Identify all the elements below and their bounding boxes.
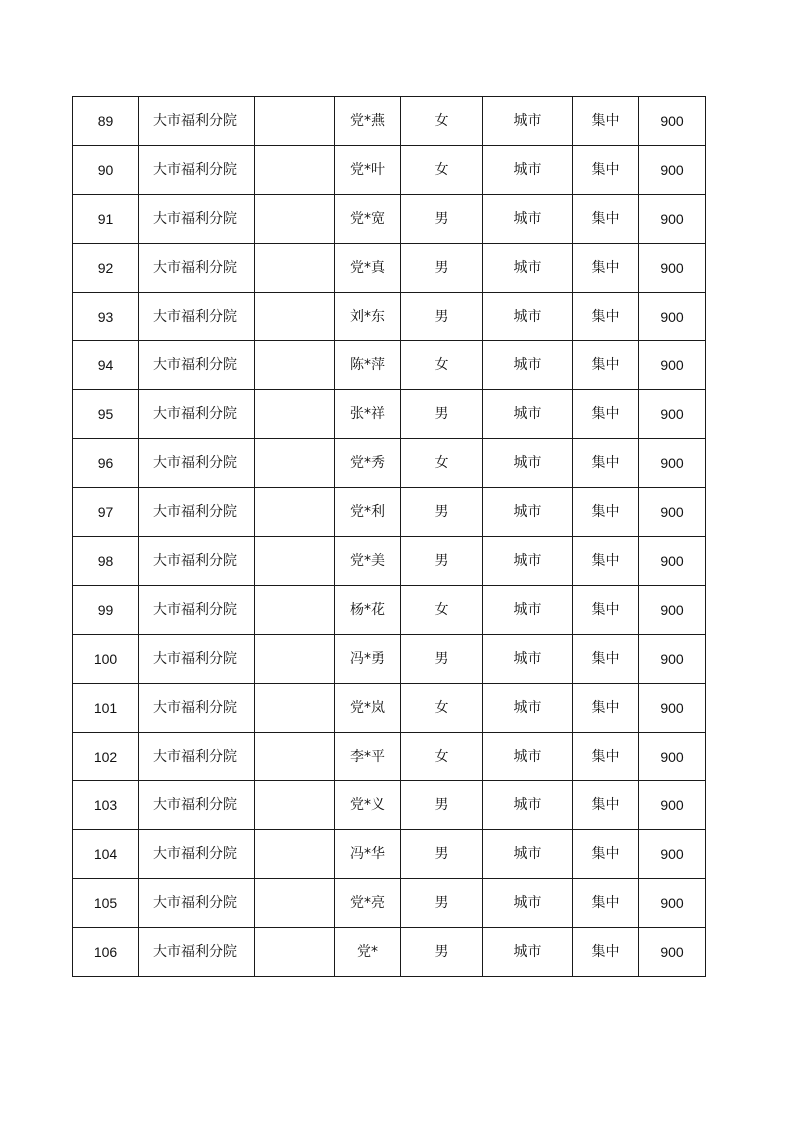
unit-name: 大市福利分院: [139, 439, 255, 488]
gender: 女: [401, 683, 483, 732]
row-number: 98: [73, 537, 139, 586]
amount: 900: [639, 341, 706, 390]
gender: 男: [401, 537, 483, 586]
person-name: 杨*花: [335, 585, 401, 634]
unit-name: 大市福利分院: [139, 390, 255, 439]
area-type: 城市: [483, 879, 573, 928]
area-type: 城市: [483, 683, 573, 732]
area-type: 城市: [483, 341, 573, 390]
blank-cell: [255, 97, 335, 146]
area-type: 城市: [483, 97, 573, 146]
support-mode: 集中: [573, 732, 639, 781]
amount: 900: [639, 732, 706, 781]
table-row: [73, 879, 706, 928]
gender: 男: [401, 243, 483, 292]
area-type: 城市: [483, 243, 573, 292]
person-name: 党*: [335, 928, 401, 977]
amount: 900: [639, 634, 706, 683]
amount: 900: [639, 585, 706, 634]
support-mode: 集中: [573, 243, 639, 292]
amount: 900: [639, 145, 706, 194]
support-mode: 集中: [573, 390, 639, 439]
roster-table: [72, 96, 706, 977]
amount: 900: [639, 879, 706, 928]
area-type: 城市: [483, 488, 573, 537]
blank-cell: [255, 341, 335, 390]
gender: 女: [401, 145, 483, 194]
area-type: 城市: [483, 585, 573, 634]
row-number: 102: [73, 732, 139, 781]
table-row: [73, 439, 706, 488]
area-type: 城市: [483, 194, 573, 243]
support-mode: 集中: [573, 585, 639, 634]
unit-name: 大市福利分院: [139, 537, 255, 586]
table-row: [73, 781, 706, 830]
amount: 900: [639, 194, 706, 243]
amount: 900: [639, 683, 706, 732]
support-mode: 集中: [573, 537, 639, 586]
person-name: 党*叶: [335, 145, 401, 194]
table-row: [73, 145, 706, 194]
support-mode: 集中: [573, 439, 639, 488]
support-mode: 集中: [573, 879, 639, 928]
row-number: 100: [73, 634, 139, 683]
area-type: 城市: [483, 390, 573, 439]
person-name: 张*祥: [335, 390, 401, 439]
row-number: 91: [73, 194, 139, 243]
person-name: 李*平: [335, 732, 401, 781]
person-name: 党*宽: [335, 194, 401, 243]
blank-cell: [255, 145, 335, 194]
support-mode: 集中: [573, 928, 639, 977]
gender: 男: [401, 928, 483, 977]
amount: 900: [639, 243, 706, 292]
person-name: 冯*华: [335, 830, 401, 879]
table-row: [73, 97, 706, 146]
blank-cell: [255, 879, 335, 928]
row-number: 101: [73, 683, 139, 732]
gender: 男: [401, 488, 483, 537]
support-mode: 集中: [573, 194, 639, 243]
gender: 男: [401, 781, 483, 830]
unit-name: 大市福利分院: [139, 292, 255, 341]
support-mode: 集中: [573, 97, 639, 146]
person-name: 党*岚: [335, 683, 401, 732]
person-name: 党*燕: [335, 97, 401, 146]
unit-name: 大市福利分院: [139, 830, 255, 879]
unit-name: 大市福利分院: [139, 683, 255, 732]
table-row: [73, 683, 706, 732]
support-mode: 集中: [573, 488, 639, 537]
area-type: 城市: [483, 732, 573, 781]
person-name: 党*利: [335, 488, 401, 537]
row-number: 95: [73, 390, 139, 439]
row-number: 93: [73, 292, 139, 341]
gender: 男: [401, 292, 483, 341]
row-number: 94: [73, 341, 139, 390]
blank-cell: [255, 683, 335, 732]
gender: 女: [401, 97, 483, 146]
person-name: 党*真: [335, 243, 401, 292]
row-number: 104: [73, 830, 139, 879]
gender: 男: [401, 390, 483, 439]
amount: 900: [639, 781, 706, 830]
amount: 900: [639, 928, 706, 977]
blank-cell: [255, 537, 335, 586]
blank-cell: [255, 488, 335, 537]
person-name: 党*美: [335, 537, 401, 586]
gender: 女: [401, 585, 483, 634]
area-type: 城市: [483, 145, 573, 194]
support-mode: 集中: [573, 341, 639, 390]
table-row: [73, 292, 706, 341]
person-name: 冯*勇: [335, 634, 401, 683]
gender: 男: [401, 879, 483, 928]
gender: 男: [401, 634, 483, 683]
person-name: 党*义: [335, 781, 401, 830]
unit-name: 大市福利分院: [139, 585, 255, 634]
table-row: [73, 341, 706, 390]
support-mode: 集中: [573, 292, 639, 341]
table-row: [73, 390, 706, 439]
unit-name: 大市福利分院: [139, 97, 255, 146]
person-name: 党*秀: [335, 439, 401, 488]
gender: 男: [401, 830, 483, 879]
area-type: 城市: [483, 292, 573, 341]
unit-name: 大市福利分院: [139, 928, 255, 977]
person-name: 陈*萍: [335, 341, 401, 390]
row-number: 105: [73, 879, 139, 928]
area-type: 城市: [483, 439, 573, 488]
blank-cell: [255, 292, 335, 341]
amount: 900: [639, 488, 706, 537]
row-number: 90: [73, 145, 139, 194]
blank-cell: [255, 194, 335, 243]
unit-name: 大市福利分院: [139, 732, 255, 781]
row-number: 96: [73, 439, 139, 488]
blank-cell: [255, 390, 335, 439]
blank-cell: [255, 732, 335, 781]
blank-cell: [255, 243, 335, 292]
table-row: [73, 732, 706, 781]
row-number: 103: [73, 781, 139, 830]
unit-name: 大市福利分院: [139, 194, 255, 243]
table-row: [73, 830, 706, 879]
gender: 女: [401, 439, 483, 488]
table-row: [73, 928, 706, 977]
gender: 女: [401, 341, 483, 390]
gender: 男: [401, 194, 483, 243]
table-row: [73, 537, 706, 586]
blank-cell: [255, 439, 335, 488]
amount: 900: [639, 97, 706, 146]
row-number: 89: [73, 97, 139, 146]
table-row: [73, 243, 706, 292]
gender: 女: [401, 732, 483, 781]
amount: 900: [639, 390, 706, 439]
amount: 900: [639, 292, 706, 341]
support-mode: 集中: [573, 830, 639, 879]
unit-name: 大市福利分院: [139, 634, 255, 683]
table-row: [73, 585, 706, 634]
blank-cell: [255, 781, 335, 830]
table-row: [73, 194, 706, 243]
row-number: 92: [73, 243, 139, 292]
amount: 900: [639, 537, 706, 586]
area-type: 城市: [483, 634, 573, 683]
unit-name: 大市福利分院: [139, 145, 255, 194]
person-name: 刘*东: [335, 292, 401, 341]
unit-name: 大市福利分院: [139, 488, 255, 537]
support-mode: 集中: [573, 683, 639, 732]
blank-cell: [255, 928, 335, 977]
table-row: [73, 634, 706, 683]
area-type: 城市: [483, 830, 573, 879]
area-type: 城市: [483, 928, 573, 977]
support-mode: 集中: [573, 145, 639, 194]
unit-name: 大市福利分院: [139, 879, 255, 928]
area-type: 城市: [483, 781, 573, 830]
row-number: 106: [73, 928, 139, 977]
unit-name: 大市福利分院: [139, 781, 255, 830]
roster-body: [73, 97, 706, 977]
blank-cell: [255, 830, 335, 879]
unit-name: 大市福利分院: [139, 341, 255, 390]
person-name: 党*亮: [335, 879, 401, 928]
amount: 900: [639, 439, 706, 488]
support-mode: 集中: [573, 781, 639, 830]
table-row: [73, 488, 706, 537]
row-number: 97: [73, 488, 139, 537]
area-type: 城市: [483, 537, 573, 586]
amount: 900: [639, 830, 706, 879]
support-mode: 集中: [573, 634, 639, 683]
blank-cell: [255, 634, 335, 683]
blank-cell: [255, 585, 335, 634]
row-number: 99: [73, 585, 139, 634]
unit-name: 大市福利分院: [139, 243, 255, 292]
